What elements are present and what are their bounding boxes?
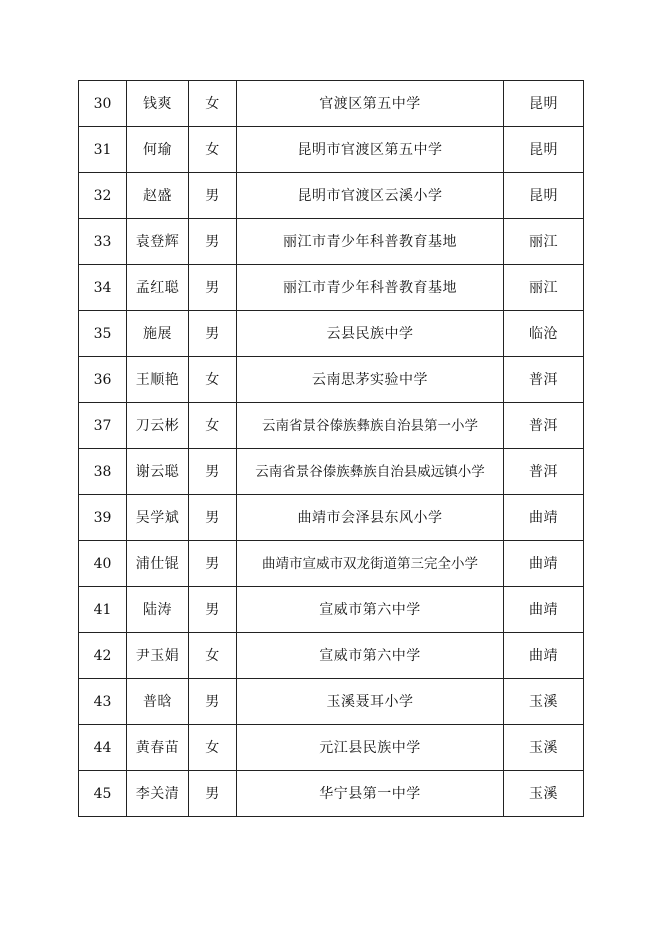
student-gender: 女 (189, 633, 237, 679)
table-row (79, 265, 584, 311)
school-name: 玉溪聂耳小学 (237, 679, 504, 725)
row-number: 38 (79, 449, 127, 495)
student-name: 孟红聪 (127, 265, 189, 311)
table-row (79, 311, 584, 357)
table-row (79, 403, 584, 449)
student-gender: 男 (189, 311, 237, 357)
student-name: 陆涛 (127, 587, 189, 633)
city-name: 昆明 (504, 127, 584, 173)
school-name: 云南思茅实验中学 (237, 357, 504, 403)
row-number: 31 (79, 127, 127, 173)
row-number: 45 (79, 771, 127, 817)
table-row (79, 81, 584, 127)
student-name: 浦仕锟 (127, 541, 189, 587)
school-name: 丽江市青少年科普教育基地 (237, 219, 504, 265)
row-number: 40 (79, 541, 127, 587)
table-row (79, 771, 584, 817)
student-name: 普晗 (127, 679, 189, 725)
student-name: 施展 (127, 311, 189, 357)
row-number: 42 (79, 633, 127, 679)
student-name: 刀云彬 (127, 403, 189, 449)
table-row (79, 219, 584, 265)
city-name: 丽江 (504, 219, 584, 265)
table-row (79, 541, 584, 587)
row-number: 37 (79, 403, 127, 449)
row-number: 35 (79, 311, 127, 357)
student-name: 尹玉娟 (127, 633, 189, 679)
city-name: 临沧 (504, 311, 584, 357)
row-number: 32 (79, 173, 127, 219)
school-name: 昆明市官渡区云溪小学 (237, 173, 504, 219)
row-number: 30 (79, 81, 127, 127)
table-row (79, 495, 584, 541)
table-row (79, 449, 584, 495)
student-gender: 女 (189, 81, 237, 127)
table-row (79, 587, 584, 633)
table-row (79, 173, 584, 219)
city-name: 曲靖 (504, 633, 584, 679)
student-gender: 女 (189, 357, 237, 403)
school-name: 宣威市第六中学 (237, 633, 504, 679)
table-row (79, 725, 584, 771)
student-gender: 男 (189, 495, 237, 541)
school-name: 云南省景谷傣族彝族自治县威远镇小学 (237, 449, 504, 495)
student-name: 李关清 (127, 771, 189, 817)
row-number: 39 (79, 495, 127, 541)
student-name: 谢云聪 (127, 449, 189, 495)
city-name: 曲靖 (504, 541, 584, 587)
school-name: 华宁县第一中学 (237, 771, 504, 817)
student-name: 吴学斌 (127, 495, 189, 541)
row-number: 41 (79, 587, 127, 633)
student-gender: 男 (189, 541, 237, 587)
city-name: 普洱 (504, 449, 584, 495)
row-number: 33 (79, 219, 127, 265)
school-name: 云县民族中学 (237, 311, 504, 357)
school-name: 曲靖市会泽县东风小学 (237, 495, 504, 541)
city-name: 玉溪 (504, 771, 584, 817)
student-name: 钱爽 (127, 81, 189, 127)
school-name: 元江县民族中学 (237, 725, 504, 771)
student-gender: 男 (189, 587, 237, 633)
student-gender: 男 (189, 449, 237, 495)
row-number: 44 (79, 725, 127, 771)
student-gender: 男 (189, 679, 237, 725)
table-row (79, 633, 584, 679)
student-name: 袁登辉 (127, 219, 189, 265)
student-gender: 男 (189, 265, 237, 311)
student-name: 何瑜 (127, 127, 189, 173)
city-name: 普洱 (504, 357, 584, 403)
student-name: 黄春苗 (127, 725, 189, 771)
student-gender: 男 (189, 771, 237, 817)
city-name: 普洱 (504, 403, 584, 449)
student-name: 王顺艳 (127, 357, 189, 403)
student-name: 赵盛 (127, 173, 189, 219)
roster-table (78, 80, 584, 817)
row-number: 43 (79, 679, 127, 725)
city-name: 昆明 (504, 81, 584, 127)
student-gender: 男 (189, 219, 237, 265)
school-name: 宣威市第六中学 (237, 587, 504, 633)
city-name: 曲靖 (504, 495, 584, 541)
city-name: 丽江 (504, 265, 584, 311)
city-name: 玉溪 (504, 679, 584, 725)
school-name: 丽江市青少年科普教育基地 (237, 265, 504, 311)
table-row (79, 357, 584, 403)
school-name: 官渡区第五中学 (237, 81, 504, 127)
student-gender: 女 (189, 403, 237, 449)
student-gender: 男 (189, 173, 237, 219)
school-name: 昆明市官渡区第五中学 (237, 127, 504, 173)
city-name: 玉溪 (504, 725, 584, 771)
school-name: 曲靖市宣威市双龙街道第三完全小学 (237, 541, 504, 587)
city-name: 曲靖 (504, 587, 584, 633)
school-name: 云南省景谷傣族彝族自治县第一小学 (237, 403, 504, 449)
table-row (79, 127, 584, 173)
student-gender: 女 (189, 725, 237, 771)
city-name: 昆明 (504, 173, 584, 219)
table-row (79, 679, 584, 725)
student-gender: 女 (189, 127, 237, 173)
roster-table-body (79, 81, 584, 817)
row-number: 34 (79, 265, 127, 311)
roster-sheet (78, 80, 583, 817)
row-number: 36 (79, 357, 127, 403)
